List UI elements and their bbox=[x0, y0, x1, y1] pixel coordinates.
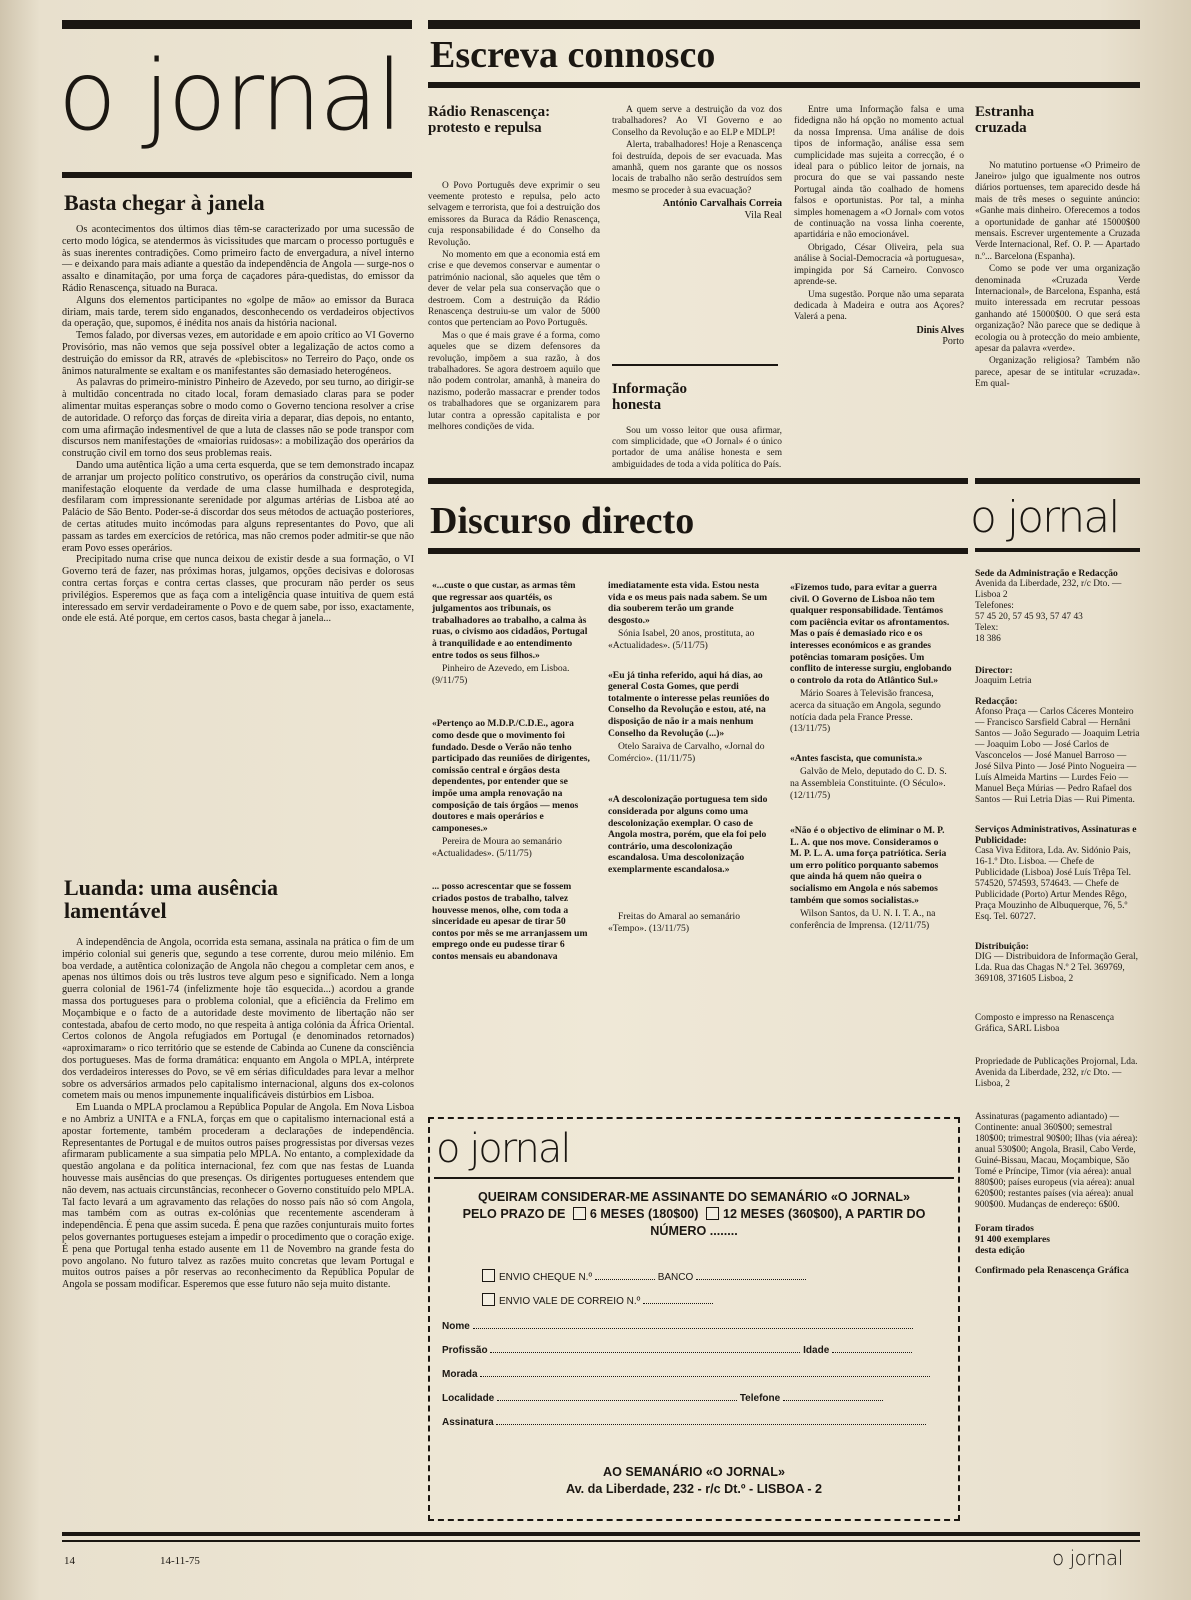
letter-1-title: Rádio Renascença: protesto e repulsa bbox=[428, 104, 551, 136]
letter-3 bbox=[975, 105, 1140, 392]
distribuicao-heading: Distribuição: bbox=[975, 941, 1029, 952]
footer-logo: o jornal bbox=[1052, 1546, 1123, 1570]
subscription-line-1: QUEIRAM CONSIDERAR-ME ASSINANTE DO SEMANÁRIO «O JORNAL» bbox=[478, 1190, 910, 1204]
idade-field[interactable] bbox=[832, 1352, 912, 1353]
vale-label: ENVIO VALE DE CORREIO N.º bbox=[499, 1296, 641, 1307]
letter-divider bbox=[612, 364, 778, 366]
quote: ... posso acrescentar que se fossem criados postos de trabalho, talvez houvesse menos, olhe, com toda a sinceridade eu apesar de tirar 50 contos por mês se me arranjassem um emprego onde eu pudesse tirar 6 contos mensais eu abandonava bbox=[432, 881, 588, 963]
colophon bbox=[975, 568, 1140, 1276]
assinaturas-text: Assinaturas (pagamento adiantado) — Continente: anual 360$00; semestral 180$00; trimestral 90$00; Ilhas (via aérea): anual 530$00; Angola, Brasil, Cabo Verde, Guiné-Bissau, Macau, Moçambique, São Tomé e Príncipe, Timor (via aérea): anual 880$00; países europeus (via aérea): anual 620$00; restantes países (via aérea): anual 900$00. Mudanças de endereço: 6$00. bbox=[975, 1112, 1138, 1210]
paragraph: Dando uma autêntica lição a uma certa esquerda, que se tem demonstrado incapaz de arranjar um projecto político construtivo, os operários da construção civil, numa manifestação eloquente da verdade de uma classe humilhada e desprotegida, desfilaram com impressionante serenidade por algumas artérias de Lisboa até ao Palácio de São Bento. Poder-se-á discordar dos seus métodos de actuação posteriores, de certas atitudes muito incómodas para alguns representantes do Povo, que ali passam as tardes em exercícios de retórica, mas não cremos poder admitir-se que não eram Povo esses operários. bbox=[62, 459, 414, 554]
quote: «Antes fascista, que comunista.» bbox=[790, 752, 923, 764]
quote: «Não é o objectivo de eliminar o M. P. L. A. que nos move. Consideramos o M. P. L. A. uma força patriótica. Seria um erro político porquanto sabemos que ainda há quem não queira o socialismo em Angola e nós sabemos também que somos socialistas.» bbox=[790, 825, 947, 906]
bottom-rule-2 bbox=[62, 1540, 1140, 1542]
sede-heading: Sede da Administração e Redacção bbox=[975, 568, 1118, 579]
colophon-rule bbox=[975, 548, 1140, 552]
attribution: Otelo Saraiva de Carvalho, «Jornal do Comércio». (11/11/75) bbox=[608, 741, 765, 764]
localidade-label: Localidade bbox=[442, 1393, 495, 1404]
assinatura-label: Assinatura bbox=[442, 1417, 494, 1428]
discurso-rule bbox=[428, 548, 968, 554]
quote: «Pertenço ao M.D.P./C.D.E., agora como desde que o movimento foi fundado. Desde o Verão não tenho participado das reuniões de dirigentes, comissão central e órgãos desta dependentes, por entender que se impõe uma ampla renovação na composição de tais órgãos — menos doutores e mais operários e camponeses.» bbox=[432, 718, 590, 834]
paragraph: Alerta, trabalhadores! Hoje a Renascença foi destruída, depois de ser evacuada. Mas amanhã, quem nos garante que os nossos locais de trabalho não serão destruídos sem mesmo se proceder à sua evacuação? bbox=[612, 140, 782, 196]
cheque-field[interactable] bbox=[595, 1279, 655, 1280]
telex-text: 18 386 bbox=[975, 634, 1001, 644]
paragraph: O Povo Português deve exprimir o seu veemente protesto e repulsa, pelo acto selvagem e terrorista, que foi a destruição dos emissores da Buraca da Rádio Renascença, cuja responsabilidade é do Conselho da Revolução. bbox=[428, 180, 600, 248]
masthead-rule bbox=[62, 172, 412, 178]
paragraph: Em Luanda o MPLA proclamou a República Popular de Angola. Em Nova Lisboa e no Ambriz a UNITA e a FNLA, forças em que o capitalismo internacional está a apostar fortemente, também procederam a declarações de independência. Representantes de Portugal e de muitos outros países progressistas por diversas vezes afirmaram publicamente a sua simpatia pelo MPLA. No entanto, a complexidade da questão angolana e da política internacional, fez com que nas festas de Luanda houvesse mais ausências do que presenças. Os dirigentes portugueses entendem que não devem, nas actuais circunstâncias, reconhecer o Governo constituído pelo MPLA. Tal facto levará a um agravamento das relações do nosso país não só com Angola, mas também com as outras ex-colónias que recentemente ascenderam à independência. É pena que assim suceda. É pena que razões conjunturais muito fortes pelos governantes portugueses estejam a impedir o procedimento que o coração exige. É pena que Portugal tenha estado ausente em 11 de Novembro na grande festa do povo angolano. No futuro talvez as razões muito concretas que levam Portugal e muitos outros países a pôr reservas ao reconhecimento da República Popular de Angola se possam modificar. Esperemos que esse futuro não seja muito distante. bbox=[62, 1102, 414, 1291]
telefones-heading: Telefones: bbox=[975, 601, 1014, 611]
cheque-label: ENVIO CHEQUE N.º bbox=[499, 1272, 593, 1283]
attribution: Pereira de Moura ao semanário «Actualidades». (5/11/75) bbox=[432, 836, 562, 859]
subscription-footer-2: Av. da Liberdade, 232 - r/c Dt.º - LISBOA - 2 bbox=[565, 1482, 823, 1496]
top-rule-left bbox=[62, 20, 412, 29]
letter-2-signature: Dinis Alves bbox=[916, 324, 964, 336]
quote: «...custe o que custar, as armas têm que regressar aos quartéis, os julgamentos aos tribunais, os trabalhadores ao trabalho, a calma às ruas, o civismo aos cidadãos, Portugal à tranquilidade e ao entendimento entre todos os seus filhos.» bbox=[432, 580, 588, 661]
telefone-label: Telefone bbox=[739, 1393, 781, 1404]
letter-2-title: Informação honesta bbox=[612, 381, 687, 413]
checkbox-vale[interactable] bbox=[482, 1293, 495, 1306]
escreva-title: Escreva connosco bbox=[430, 34, 716, 76]
masthead-logo: o jornal bbox=[58, 40, 401, 152]
subscription-prazo: PELO PRAZO DE bbox=[462, 1207, 566, 1221]
telefones-text: 57 45 20, 57 45 93, 57 47 43 bbox=[975, 612, 1083, 622]
attribution: Mário Soares à Televisão francesa, acerca da situação em Angola, segundo notícia dada pela France Presse. (13/11/75) bbox=[790, 688, 941, 735]
tirados-heading: Foram tirados bbox=[975, 1223, 1034, 1234]
profissao-field[interactable] bbox=[490, 1352, 800, 1353]
paragraph: Entre uma Informação falsa e uma fidedigna não há opção no momento actual da nossa Imprensa. Uma análise de dois tipos de informação, análise essa sem cumplicidade mas sujeita a correcção, é o ideal para o público leitor de jornais, na procura do que se vai passando neste Portugal ainda tão coalhado de homens falsos e oportunistas. Por tal, a minha simples homenagem a «O Jornal» com votos de continuação na vossa linha coerente, apartidária e não emocionável. bbox=[794, 105, 964, 241]
attribution: Wilson Santos, da U. N. I. T. A., na conferência de Imprensa. (12/11/75) bbox=[790, 908, 936, 931]
luanda-title: Luanda: uma ausência lamentável bbox=[64, 875, 278, 924]
paragraph: Temos falado, por diversas vezes, em autoridade e em apoio crítico ao VI Governo Provisório, mas não vemos que seja possível obter a legalização de actos como a destruição do emissor da RR, através de «plebiscitos» no Terreiro do Paço, onde os ânimos naturalmente se exaltam e os manifestantes são demasiado heterogéneos. bbox=[62, 330, 414, 377]
subscription-logo: o jornal bbox=[436, 1126, 570, 1172]
quote: «Fizemos tudo, para evitar a guerra civil. O Governo de Lisboa não tem qualquer responsabilidade. Tentámos com paciência evitar os afrontamentos. Mas o país é demasiado rico e os interesses económicos e as grandes potências tomaram posições. Um conflito de interesse surgiu, englobando o controlo da rota do Atlântico Sul.» bbox=[790, 582, 952, 686]
profissao-label: Profissão bbox=[442, 1345, 488, 1356]
checkbox-6-meses[interactable] bbox=[573, 1207, 586, 1220]
option-6-meses: 6 MESES (180$00) bbox=[589, 1207, 699, 1221]
servicos-text: Casa Viva Editora, Lda. Av. Sidónio Pais, 16-1.º Dto. Lisboa. — Chefe de Publicidade (Lisboa) José Luís Trêpa Tel. 574520, 574593, 574643. — Chefe de Publicidade (Porto) Artur Mendes Rêgo, Praça Mouzinho de Albuquerque, 76, 5.º Esq. Tel. 60727. bbox=[975, 846, 1131, 922]
form-rule bbox=[434, 1177, 954, 1179]
paragraph: A independência de Angola, ocorrida esta semana, assinala na prática o fim de um império colonial sui generis que, segundo a tese corrente, durou meio milénio. Em boa verdade, a autêntica colonização de Angola não chegou a completar cem anos, e apenas nos últimos dois ou três lustros teve algum peso e significado. Nem a longa guerra colonial de 1961-74 (infelizmente hoje tão esquecida...) acordou a grande massa dos portugueses para o problema colonial, que a eficiência da Frelimo em Moçambique e o facto de a autoridade deste movimento de libertação não ser contestada, abafou de certo modo, no que respeita à antiga colónia da África Oriental. Certos colonos de Angola refugiados em Portugal (e denominados retornados) «aproximaram» o rico território que se estende de Cabinda ao Cunene da consciência dos portugueses. Mas de forma dramática: enquanto em Angola o MPLA, intérprete dos verdadeiros interesses do Povo, se vê em sérias dificuldades para levar a melhor sobre os adversários armados pelo capitalismo internacional, alguns dos ex-colonos cometem mais ou menos impunemente inqualificáveis distúrbios em Lisboa. bbox=[62, 937, 414, 1102]
distribuicao-text: DIG — Distribuidora de Informação Geral, Lda. Rua das Chagas N.º 2 Tel. 369769, 369108, 371605 Lisboa, 2 bbox=[975, 952, 1138, 984]
paragraph: No matutino portuense «O Primeiro de Janeiro» julgo que igualmente nos outros diários portuenses, tem aparecido desde há mais de três meses o seguinte anúncio: «Ganhe mais dinheiro. Oferecemos a todos a oportunidade de ganhar até 15000$00 mensais. Escrever urgentemente a Cruzada Verde Internacional, Ref. O. P. — Apartado n.º... Barcelona (Espanha). bbox=[975, 160, 1140, 262]
letter-2-cont bbox=[794, 105, 964, 348]
basta-title: Basta chegar à janela bbox=[64, 190, 265, 215]
checkbox-12-meses[interactable] bbox=[706, 1207, 719, 1220]
page-number: 14 bbox=[64, 1555, 75, 1567]
nome-label: Nome bbox=[442, 1321, 470, 1332]
discurso-title: Discurso directo bbox=[430, 500, 695, 542]
attribution: Galvão de Melo, deputado do C. D. S. na Assembleia Constituinte. (O Século». (12/11/75) bbox=[790, 766, 947, 801]
paragraph: Obrigado, César Oliveira, pela sua análise à Social-Democracia «à portuguesa», impingida por Sá Carneiro. Convosco aprende-se. bbox=[794, 242, 964, 288]
quote: «A descolonização portuguesa tem sido considerada por alguns como uma descolonização exemplar. O caso de Angola mostra, porém, que ela foi pelo contrário, uma descolonização escandalosa. Uma descolonização exemplarmente escandalosa.» bbox=[608, 794, 768, 875]
letter-1-signature: António Carvalhais Correia bbox=[662, 198, 782, 210]
redaccao-heading: Redacção: bbox=[975, 696, 1018, 707]
paragraph: Mas o que é mais grave é a forma, como aqueles que se dizem defensores da revolução, impõem a sua razão, à dos trabalhadores. Se agora destroem aquilo que não podem controlar, amanhã, à maneira do nazismo, poderão massacrar e prender todos os trabalhadores que se organizarem para lutar contra a opressão capitalista e por melhores condições de vida. bbox=[428, 330, 600, 433]
paragraph: Uma sugestão. Porque não uma separata dedicada à Madeira e outra aos Açores? Valerá a pena. bbox=[794, 289, 964, 323]
letter-3-title: Estranha cruzada bbox=[975, 104, 1035, 136]
director-heading: Director: bbox=[975, 665, 1013, 676]
paragraph: Como se pode ver uma organização denominada «Cruzada Verde Internacional», de Barcelona, Espanha, está muito interessada em recrutar pessoas ganhando até 15000$00. O que será esta organização? Não parece que se dedique à ecologia ou à protecção do meio ambiente, apesar da palavra «verde». bbox=[975, 264, 1140, 354]
escreva-rule bbox=[428, 82, 1140, 88]
discurso-col-3 bbox=[790, 582, 952, 949]
top-rule-right bbox=[428, 20, 1140, 29]
letter-1-place: Vila Real bbox=[744, 209, 782, 221]
paragraph: No momento em que a economia está em crise e que devemos conservar e aumentar o património nacional, são aqueles que têm o dever de velar pela sua conservação que o destroem. Com a destruição da Rádio Renascença destruiu-se um valor de 5000 contos que pertenciam ao Povo Português. bbox=[428, 249, 600, 329]
telefone-field[interactable] bbox=[783, 1400, 883, 1401]
paragraph: Sou um vosso leitor que ousa afirmar, com simplicidade, que «O Jornal» é o único portador de uma análise honesta e sem ambiguidades de toda a vida política do País. bbox=[612, 425, 782, 470]
tirados-count: 91 400 exemplares bbox=[975, 1234, 1050, 1245]
luanda-body bbox=[62, 937, 414, 1291]
subscription-footer-1: AO SEMANÁRIO «O JORNAL» bbox=[603, 1465, 785, 1479]
attribution: Freitas do Amaral ao semanário «Tempo». (13/11/75) bbox=[608, 911, 741, 935]
quote: imediatamente esta vida. Estou nesta vida e os meus pais nada sabem. Se um dia souberem terão um grande desgosto.» bbox=[608, 580, 768, 626]
checkbox-cheque[interactable] bbox=[482, 1269, 495, 1282]
subscription-form bbox=[428, 1117, 960, 1521]
letter-1 bbox=[428, 105, 600, 434]
tirados-edition: desta edição bbox=[975, 1245, 1025, 1256]
paragraph: Precipitado numa crise que nunca deixou de existir desde a sua formação, o VI Governo terá de fazer, nas próximas horas, julgamos, opções decisivas e dolorosas contra certas forças e contra certas classes, que procuram não perder os seus privilégios. Esperemos que as faça com a inteligência quase intuitiva de quem está interessado em servir verdadeiramente o Povo e de quem sabe, por isso, exactamente, onde ele está. Até porque, em certos casos, basta chegar à janela... bbox=[62, 554, 414, 625]
telex-heading: Telex: bbox=[975, 623, 999, 633]
letter-2 bbox=[612, 382, 782, 472]
paragraph: Organização religiosa? Também não parece, apesar de se intitular «cruzada». Em qual- bbox=[975, 356, 1140, 390]
propriedade-text: Propriedade de Publicações Projornal, Lda. Avenida da Liberdade, 232, r/c Dto. — Lisboa, 2 bbox=[975, 1057, 1138, 1089]
letter-2-place: Porto bbox=[942, 336, 964, 348]
idade-label: Idade bbox=[803, 1345, 830, 1356]
letter-1-cont bbox=[612, 105, 782, 221]
page-date: 14-11-75 bbox=[160, 1555, 200, 1567]
confirmado-text: Confirmado pela Renascença Gráfica bbox=[975, 1265, 1129, 1276]
discurso-col-1 bbox=[432, 580, 592, 963]
morada-field[interactable] bbox=[480, 1376, 930, 1377]
attribution: Pinheiro de Azevedo, em Lisboa. (9/11/75) bbox=[432, 663, 570, 686]
banco-field[interactable] bbox=[696, 1279, 806, 1280]
paragraph: As palavras do primeiro-ministro Pinheiro de Azevedo, por seu turno, ao dirigir-se à multidão concentrada no citado local, foram demasiado claras para se poder alimentar muitas esperanças sobre o modo como o Governo tenciona resolver a crise de autoridade. O reforço das forças de direita viria a deparar, dias depois, no entanto, com uma afirmação indesmentível de que a luta de classes não se pode transpor com discursos nem manifestações de «maiorias ruidosas»: a mobilização dos operários da construção civil em torno dos seus problemas reais. bbox=[62, 377, 414, 460]
option-12-meses: 12 MESES (360$00), A PARTIR DO bbox=[722, 1207, 926, 1221]
colophon-logo: o jornal bbox=[970, 492, 1119, 543]
colophon-top-rule bbox=[975, 478, 1140, 484]
nome-field[interactable] bbox=[473, 1328, 913, 1329]
escreva-bottom-rule bbox=[428, 478, 968, 484]
paragraph: Alguns dos elementos participantes no «golpe de mão» ao emissor da Buraca diriam, mais tarde, terem sido enganados, desconhecendo os verdadeiros objectivos da operação, que, supomos, é inédita nos anais da história nacional. bbox=[62, 294, 414, 330]
bottom-rule-1 bbox=[62, 1532, 1140, 1536]
redaccao-text: Afonso Praça — Carlos Cáceres Monteiro — Francisco Sarsfield Cabral — Hernâni Santos — João Segurado — Joaquim Letria — Joaquim Lobo — José Carlos de Vasconcelos — José Manuel Barroso — José Silva Pinto — José Pinto Nogueira — Luís Almeida Martins — Lurdes Feio — Manuel Beça Múrias — Pedro Rafael dos Santos — Rui Letria Dias — Rui Pimenta. bbox=[975, 707, 1140, 805]
quote: «Eu já tinha referido, aqui há dias, ao general Costa Gomes, que perdi totalmente o interesse pelas reuniões do Conselho da Revolução e estou, até, na disposição de não ir a mais nenhum Conselho da Revolução (...)» bbox=[608, 669, 770, 739]
director-text: Joaquim Letria bbox=[975, 676, 1032, 686]
attribution: Sónia Isabel, 20 anos, prostituta, ao «Actualidades». (5/11/75) bbox=[608, 628, 755, 651]
discurso-col-2 bbox=[608, 580, 776, 953]
vale-field[interactable] bbox=[643, 1303, 713, 1304]
paragraph: A quem serve a destruição da voz dos trabalhadores? Ao VI Governo e ao Conselho da Revolução e ao ELP e MDLP! bbox=[612, 105, 782, 138]
assinatura-field[interactable] bbox=[496, 1424, 926, 1425]
paragraph: Os acontecimentos dos últimos dias têm-se caracterizado por uma sucessão de certo modo lógica, se atendermos às vicissitudes que marcam o processo português e às suas inerentes contradições. Como primeiro facto de envergadura, a nível interno — e deixando para mais adiante a questão da independência de Angola — surge-nos o assalto e dinamitação, por uma força de caçadores pára-quedistas, do emissor da Rádio Renascença, situado na Buraca. bbox=[62, 224, 414, 294]
morada-label: Morada bbox=[442, 1369, 478, 1380]
banco-label: BANCO bbox=[657, 1272, 694, 1283]
subscription-numero: NÚMERO ........ bbox=[650, 1224, 738, 1238]
localidade-field[interactable] bbox=[497, 1400, 737, 1401]
letter-1-body bbox=[428, 181, 600, 434]
composto-text: Composto e impresso na Renascença Gráfica, SARL Lisboa bbox=[975, 1013, 1115, 1034]
sede-text: Avenida da Liberdade, 232, r/c Dto. — Lisboa 2 bbox=[975, 579, 1122, 600]
basta-body bbox=[62, 224, 414, 625]
servicos-heading: Serviços Administrativos, Assinaturas e Publicidade: bbox=[975, 824, 1137, 846]
